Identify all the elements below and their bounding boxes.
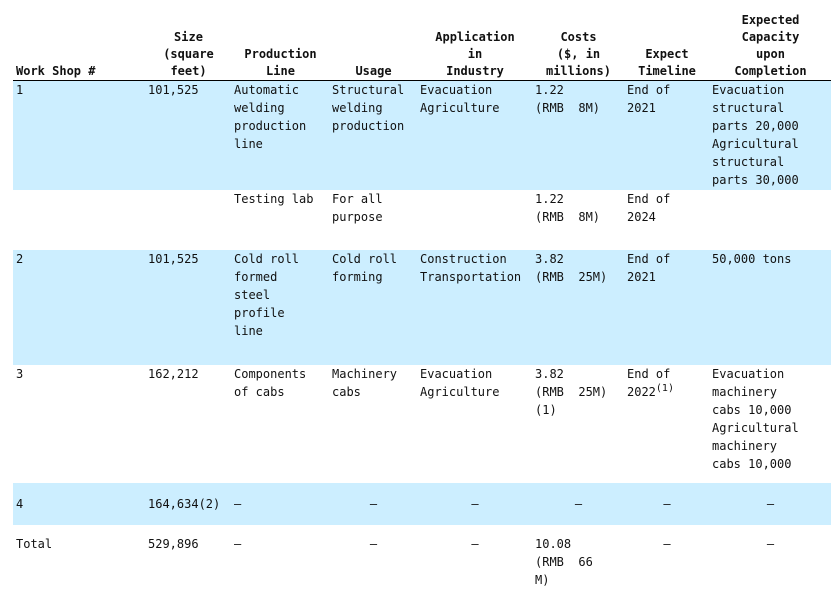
table-row [13, 250, 831, 365]
timeline-text: End of 2022 [627, 367, 671, 399]
cell-usage: — [329, 483, 417, 525]
cell-size: 101,525 [145, 80, 231, 190]
cell-costs: 3.82 (RMB 25M) [532, 250, 624, 365]
header-capacity: Expected Capacity upon Completion [709, 0, 831, 80]
cell-costs: 10.08 (RMB 66 M) [535, 537, 593, 587]
cell-application [417, 190, 532, 250]
header-production-line: Production Line [231, 0, 329, 80]
header-costs: Costs ($, in millions) [532, 0, 624, 80]
cell-size: 529,896 [148, 537, 199, 551]
cell-usage: Structural welding production [329, 80, 417, 190]
cell-size: 101,525 [145, 250, 231, 365]
cell-usage: For all purpose [332, 192, 383, 224]
cell-usage: Cold roll forming [329, 250, 417, 365]
cell-size [145, 190, 231, 250]
cell-timeline: — [624, 483, 709, 525]
cell-line: Testing lab [234, 192, 314, 206]
cell-costs: 1.22 (RMB 8M) [532, 80, 624, 190]
header-usage: Usage [329, 0, 417, 80]
capacity-table [13, 0, 831, 597]
cell-costs: — [532, 483, 624, 525]
table-row [13, 483, 831, 525]
cell-capacity: Evacuation machinery cabs 10,000 Agricultural machinery cabs 10,000 [712, 367, 799, 471]
cell-usage: Machinery cabs [332, 367, 398, 399]
table-row [13, 190, 831, 250]
cell-line: Automatic welding production line [231, 80, 329, 190]
cell-capacity: 50,000 tons [709, 250, 831, 365]
cell-timeline: — [663, 537, 671, 551]
header-size: Size (square feet) [145, 0, 231, 80]
header-application: Application in Industry [417, 0, 532, 80]
cell-workshop: 3 [16, 367, 24, 381]
cell-workshop: 4 [13, 483, 145, 525]
cell-timeline [624, 365, 709, 483]
footnote-marker: (1) [655, 383, 674, 394]
cell-workshop: 1 [13, 80, 145, 190]
cell-costs: 3.82 (RMB 25M) (1) [535, 367, 608, 417]
table-row [13, 365, 831, 483]
cell-application: Evacuation Agriculture [417, 80, 532, 190]
cell-line: — [234, 537, 242, 551]
cell-line: Components of cabs [234, 367, 307, 399]
cell-size [145, 483, 231, 525]
size-text: 164,634 [148, 497, 199, 511]
cell-size: 162,212 [148, 367, 199, 381]
cell-capacity: Evacuation structural parts 20,000 Agricultural structural parts 30,000 [709, 80, 831, 190]
cell-application: Construction Transportation [417, 250, 532, 365]
cell-application: — [417, 483, 532, 525]
cell-timeline: End of 2021 [624, 80, 709, 190]
cell-usage: — [369, 537, 378, 551]
header-work-shop: Work Shop # [13, 0, 145, 80]
cell-timeline: End of 2021 [624, 250, 709, 365]
cell-workshop: 2 [13, 250, 145, 365]
cell-workshop: Total [16, 537, 53, 551]
cell-capacity [709, 190, 831, 250]
cell-application: — [471, 537, 479, 551]
cell-capacity: — [709, 483, 831, 525]
table-row-total [13, 525, 831, 597]
cell-line: Cold roll formed steel profile line [231, 250, 329, 365]
footnote-marker: (2) [198, 497, 221, 511]
header-timeline: Expect Timeline [624, 0, 709, 80]
cell-capacity: — [766, 537, 775, 551]
cell-application: Evacuation Agriculture [420, 367, 500, 399]
cell-costs: 1.22 (RMB 8M) [535, 192, 601, 224]
cell-timeline: End of 2024 [627, 192, 671, 224]
cell-workshop [13, 190, 145, 250]
table-row [13, 80, 831, 190]
cell-line: — [231, 483, 329, 525]
table-header-row [13, 0, 831, 80]
